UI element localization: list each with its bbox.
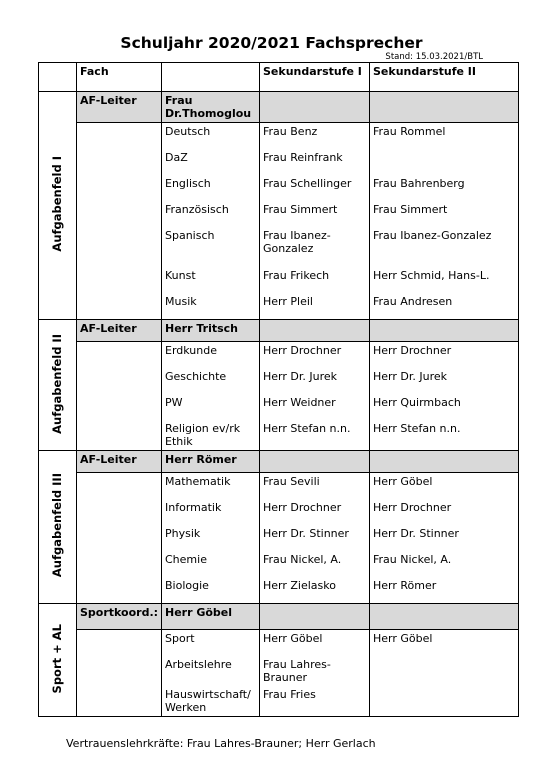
group-label-cell <box>39 92 77 320</box>
table-row <box>39 525 519 551</box>
table-row <box>39 293 519 320</box>
sek1-cell: Herr Drochner <box>260 342 370 369</box>
sek2-cell: Herr Stefan n.n. <box>370 420 519 451</box>
sek2-cell: Herr Drochner <box>370 499 519 525</box>
group-lead-row <box>39 604 519 630</box>
sek1-cell: Frau Simmert <box>260 201 370 227</box>
row-blank-cell <box>77 577 162 604</box>
table-row <box>39 342 519 369</box>
row-blank-cell <box>77 293 162 320</box>
fach-cell: DaZ <box>162 149 260 175</box>
row-blank-cell <box>77 267 162 293</box>
sek2-cell: Herr Quirmbach <box>370 394 519 420</box>
lead-empty-cell <box>260 604 370 630</box>
sek2-cell: Herr Göbel <box>370 630 519 657</box>
table-row <box>39 499 519 525</box>
lead-empty-cell <box>370 92 519 123</box>
sek2-cell: Frau Rommel <box>370 123 519 150</box>
fach-cell: Französisch <box>162 201 260 227</box>
header-fach: Fach <box>77 63 162 92</box>
lead-name: Frau Dr.Thomoglou <box>162 92 260 123</box>
lead-name: Herr Göbel <box>162 604 260 630</box>
lead-empty-cell <box>370 320 519 342</box>
lead-empty-cell <box>370 451 519 473</box>
row-blank-cell <box>77 342 162 369</box>
sek1-cell: Herr Göbel <box>260 630 370 657</box>
sek1-cell: Frau Ibanez-Gonzalez <box>260 227 370 267</box>
sek1-cell: Herr Dr. Stinner <box>260 525 370 551</box>
fach-cell: Mathematik <box>162 473 260 500</box>
row-blank-cell <box>77 686 162 717</box>
row-blank-cell <box>77 175 162 201</box>
sek2-cell <box>370 686 519 717</box>
fachsprecher-table <box>38 62 519 717</box>
group-label-cell <box>39 451 77 604</box>
lead-empty-cell <box>260 320 370 342</box>
table-row <box>39 267 519 293</box>
sek2-cell: Herr Göbel <box>370 473 519 500</box>
sek1-cell: Herr Drochner <box>260 499 370 525</box>
lead-label: AF-Leiter <box>77 451 162 473</box>
lead-empty-cell <box>260 92 370 123</box>
header-sek1: Sekundarstufe I <box>260 63 370 92</box>
row-blank-cell <box>77 473 162 500</box>
row-blank-cell <box>77 630 162 657</box>
row-blank-cell <box>77 499 162 525</box>
sek1-cell: Frau Reinfrank <box>260 149 370 175</box>
lead-name: Herr Tritsch <box>162 320 260 342</box>
sek2-cell <box>370 149 519 175</box>
footer-note: Vertrauenslehrkräfte: Frau Lahres-Brauner; Herr Gerlach <box>66 737 376 750</box>
table-row <box>39 656 519 686</box>
table-row <box>39 473 519 500</box>
stand-date: Stand: 15.03.2021/BTL <box>385 52 483 62</box>
sek1-cell: Frau Fries <box>260 686 370 717</box>
sek2-cell: Herr Römer <box>370 577 519 604</box>
sek2-cell: Frau Simmert <box>370 201 519 227</box>
sek1-cell: Frau Nickel, A. <box>260 551 370 577</box>
fach-cell: Sport <box>162 630 260 657</box>
sek2-cell <box>370 656 519 686</box>
row-blank-cell <box>77 368 162 394</box>
row-blank-cell <box>77 656 162 686</box>
table-row <box>39 123 519 150</box>
table-row <box>39 394 519 420</box>
sek1-cell: Frau Sevili <box>260 473 370 500</box>
lead-label: AF-Leiter <box>77 92 162 123</box>
fach-cell: Informatik <box>162 499 260 525</box>
group-lead-row <box>39 320 519 342</box>
row-blank-cell <box>77 420 162 451</box>
fach-cell: PW <box>162 394 260 420</box>
fach-cell: Arbeitslehre <box>162 656 260 686</box>
row-blank-cell <box>77 123 162 150</box>
fach-cell: Religion ev/rk Ethik <box>162 420 260 451</box>
sek1-cell: Herr Zielasko <box>260 577 370 604</box>
group-name: Aufgabenfeld III <box>50 473 64 578</box>
header-sek2: Sekundarstufe II <box>370 63 519 92</box>
sek1-cell: Frau Benz <box>260 123 370 150</box>
sek1-cell: Frau Frikech <box>260 267 370 293</box>
group-label-cell <box>39 604 77 717</box>
lead-label: AF-Leiter <box>77 320 162 342</box>
fach-cell: Englisch <box>162 175 260 201</box>
group-lead-row <box>39 451 519 473</box>
fach-cell: Biologie <box>162 577 260 604</box>
group-name: Aufgabenfeld II <box>50 333 64 434</box>
lead-empty-cell <box>370 604 519 630</box>
table-row <box>39 227 519 267</box>
group-name: Aufgabenfeld I <box>50 156 64 252</box>
table-row <box>39 630 519 657</box>
fach-cell: Spanisch <box>162 227 260 267</box>
fach-cell: Deutsch <box>162 123 260 150</box>
header-blank <box>162 63 260 92</box>
fach-cell: Geschichte <box>162 368 260 394</box>
page-title: Schuljahr 2020/2021 Fachsprecher <box>120 34 423 52</box>
group-name: Sport + AL <box>50 623 64 694</box>
group-lead-row <box>39 92 519 123</box>
table-header-row <box>39 63 519 92</box>
fach-cell: Kunst <box>162 267 260 293</box>
sek2-cell: Herr Dr. Stinner <box>370 525 519 551</box>
sek1-cell: Herr Stefan n.n. <box>260 420 370 451</box>
sek2-cell: Herr Drochner <box>370 342 519 369</box>
table-row <box>39 149 519 175</box>
table-row <box>39 175 519 201</box>
sek1-cell: Herr Pleil <box>260 293 370 320</box>
sek2-cell: Herr Schmid, Hans-L. <box>370 267 519 293</box>
sek1-cell: Frau Lahres-Brauner <box>260 656 370 686</box>
fach-cell: Physik <box>162 525 260 551</box>
lead-label: Sportkoord.: <box>77 604 162 630</box>
group-column-header <box>39 63 77 92</box>
sek2-cell: Frau Bahrenberg <box>370 175 519 201</box>
row-blank-cell <box>77 201 162 227</box>
table-row <box>39 420 519 451</box>
row-blank-cell <box>77 394 162 420</box>
sek1-cell: Herr Weidner <box>260 394 370 420</box>
sek2-cell: Frau Andresen <box>370 293 519 320</box>
group-label-cell <box>39 320 77 451</box>
fach-cell: Musik <box>162 293 260 320</box>
sek1-cell: Frau Schellinger <box>260 175 370 201</box>
table-row <box>39 368 519 394</box>
row-blank-cell <box>77 227 162 267</box>
row-blank-cell <box>77 149 162 175</box>
table-row <box>39 686 519 717</box>
sek2-cell: Herr Dr. Jurek <box>370 368 519 394</box>
sek2-cell: Frau Ibanez-Gonzalez <box>370 227 519 267</box>
sek1-cell: Herr Dr. Jurek <box>260 368 370 394</box>
lead-name: Herr Römer <box>162 451 260 473</box>
fach-cell: Chemie <box>162 551 260 577</box>
row-blank-cell <box>77 525 162 551</box>
sek2-cell: Frau Nickel, A. <box>370 551 519 577</box>
lead-empty-cell <box>260 451 370 473</box>
table-row <box>39 551 519 577</box>
table-row <box>39 201 519 227</box>
fach-cell: Erdkunde <box>162 342 260 369</box>
fach-cell: Hauswirtschaft/ Werken <box>162 686 260 717</box>
row-blank-cell <box>77 551 162 577</box>
table-row <box>39 577 519 604</box>
